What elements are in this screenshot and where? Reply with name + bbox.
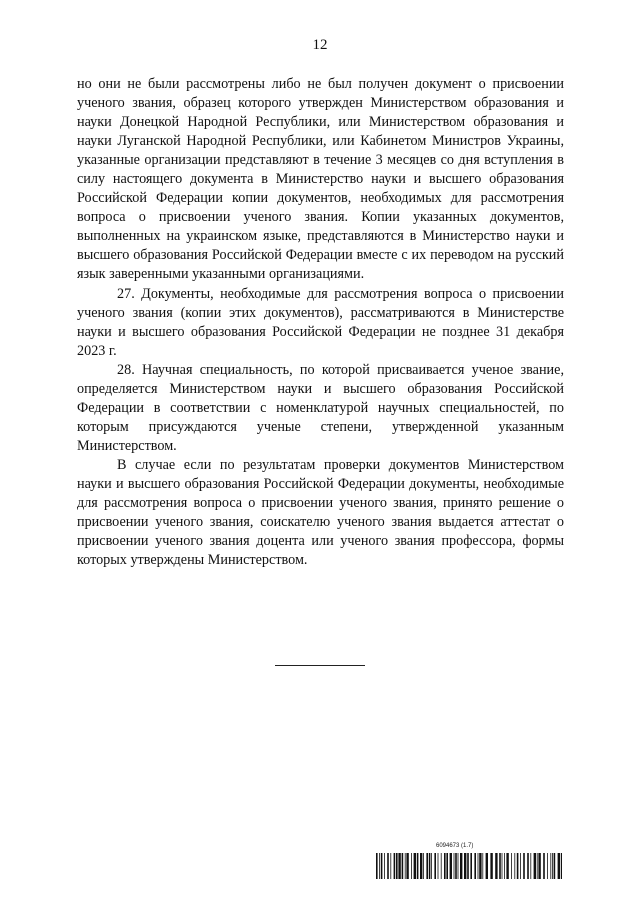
paragraph-27: 27. Документы, необходимые для рассмотрения вопроса о присвоении ученого звания (копии этих документов), рассматриваются в Министерстве науки и высшего образования Российской Федерации не позднее 31 декабря 2023 г. — [77, 285, 564, 359]
end-divider — [275, 665, 365, 666]
barcode-image — [376, 853, 562, 879]
page-number: 12 — [312, 37, 328, 53]
paragraph-28: 28. Научная специальность, по которой присваивается ученое звание, определяется Министерством науки и высшего образования Российской Федерации в соответствии с номенклатурой научных специальностей, по которым присуждаются ученые степени, утвержденной указанным Министерством. — [77, 361, 564, 454]
paragraph-continuation: но они не были рассмотрены либо не был получен документ о присвоении ученого звания, образец которого утвержден Министерством образования и науки Донецкой Народной Республики, или Министерством образования и науки Луганской Народной Республики, или Кабинетом Министров Украины, указанные организации представляют в течение 3 месяцев со дня вступления в силу настоящего документа в Министерство науки и высшего образования Российской Федерации копии документов, необходимых для рассмотрения вопроса о присвоении ученого звания. Копии указанных документов, выполненных на украинском языке, представляются в Министерство науки и высшего образования Российской Федерации вместе с их переводом на русский язык заверенными указанными организациями. — [77, 76, 564, 283]
barcode-label: 6094673 (1.7) — [436, 843, 474, 849]
document-body — [77, 75, 564, 570]
paragraph-attestat: В случае если по результатам проверки документов Министерством науки и высшего образования Российской Федерации документы, необходимые для рассмотрения вопроса о присвоении ученого звания, принято решение о присвоении ученого звания, соискателю ученого звания выдается аттестат о присвоении ученого звания доцента или ученого звания профессора, формы которых утверждены Министерством. — [77, 456, 564, 569]
